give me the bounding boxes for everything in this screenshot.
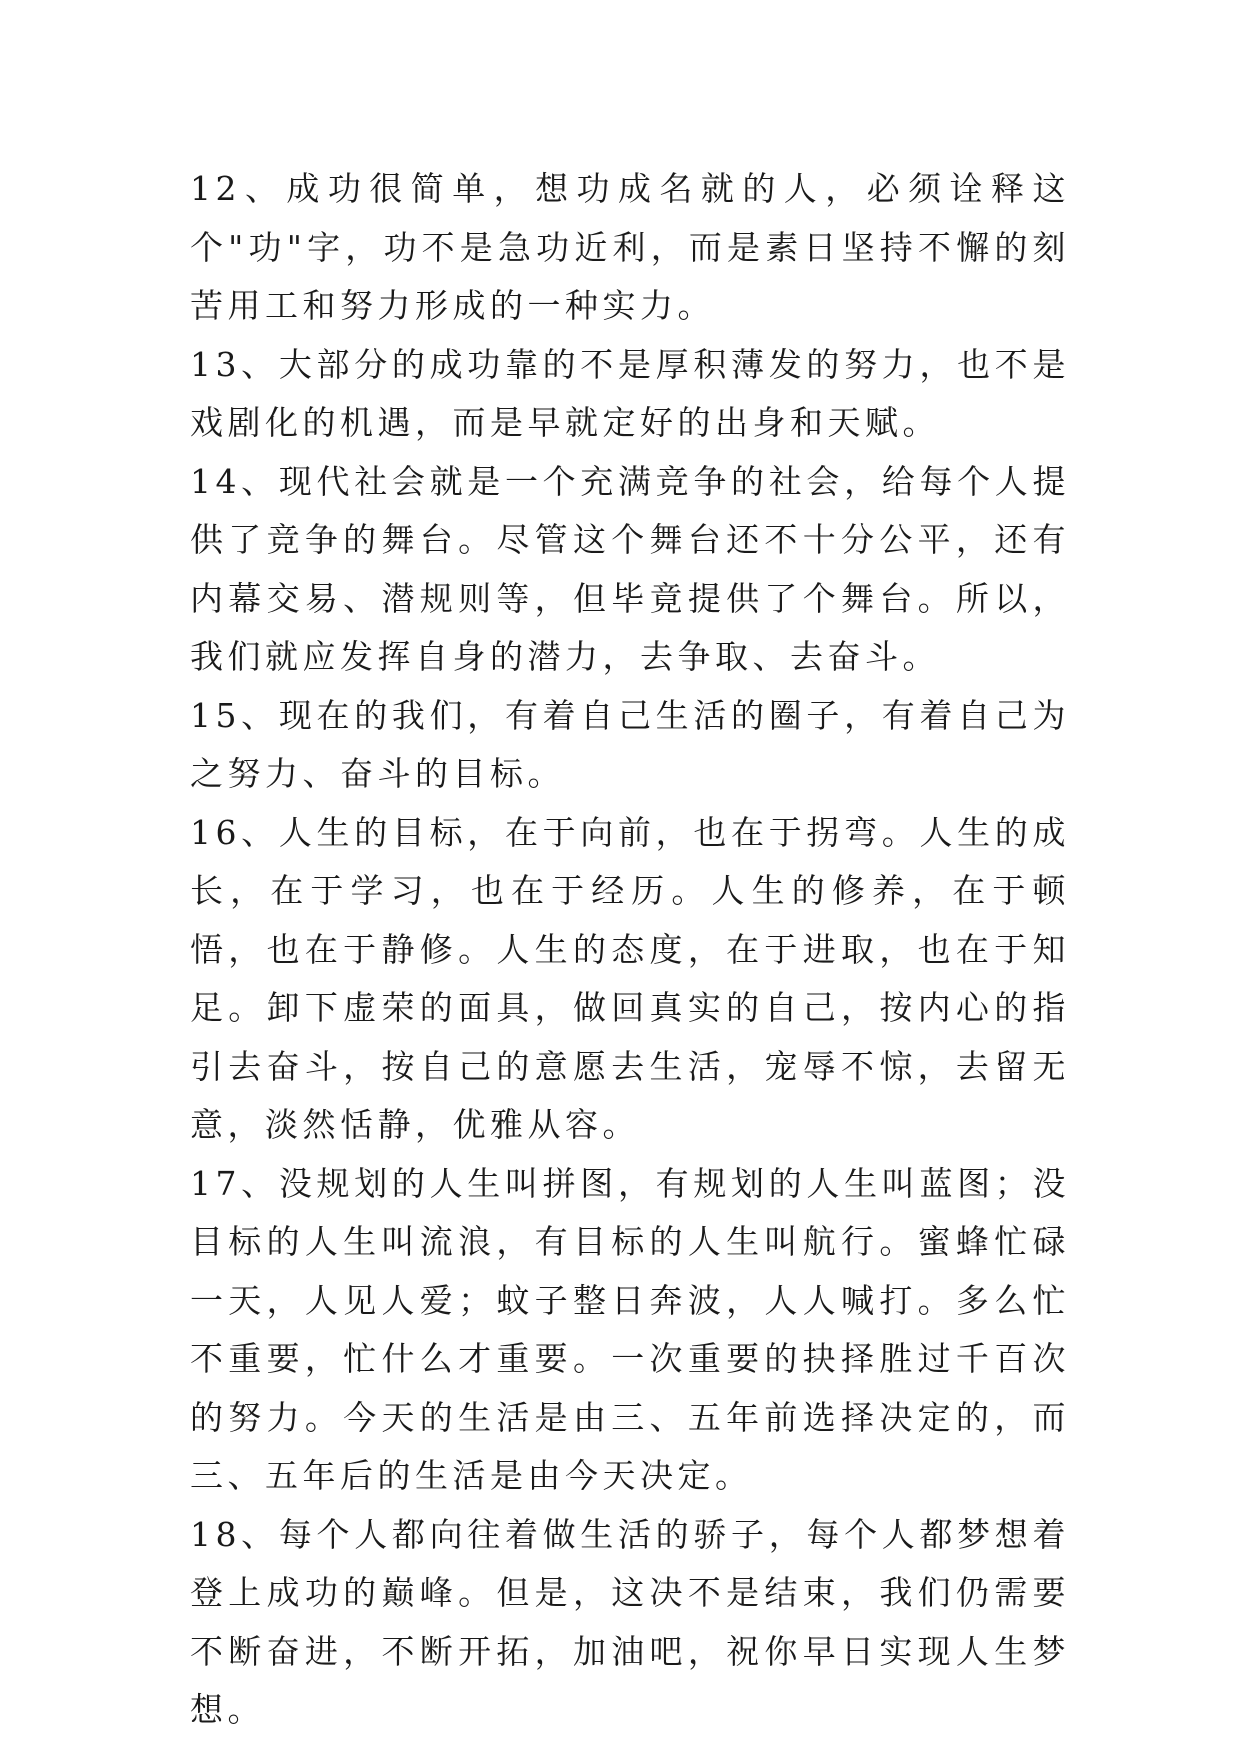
paragraph-13: 13、大部分的成功靠的不是厚积薄发的努力，也不是戏剧化的机遇，而是早就定好的出身和天赋。 bbox=[190, 344, 1070, 442]
paragraph-12: 12、成功很简单，想功成名就的人，必须诠释这个"功"字，功不是急功近利，而是素日坚持不懈的刻苦用工和努力形成的一种实力。 bbox=[190, 169, 1070, 325]
paragraph-17: 17、没规划的人生叫拼图，有规划的人生叫蓝图；没目标的人生叫流浪，有目标的人生叫航行。蜜蜂忙碌一天，人见人爱；蚊子整日奔波，人人喊打。多么忙不重要，忙什么才重要。一次重要的抉择胜过千百次的努力。今天的生活是由三、五年前选择决定的，而三、五年后的生活是由今天决定。 bbox=[190, 1163, 1070, 1495]
paragraph-14: 14、现代社会就是一个充满竞争的社会，给每个人提供了竞争的舞台。尽管这个舞台还不十分公平，还有内幕交易、潜规则等，但毕竟提供了个舞台。所以，我们就应发挥自身的潜力，去争取、去奋斗。 bbox=[190, 461, 1070, 676]
paragraph-16: 16、人生的目标，在于向前，也在于拐弯。人生的成长，在于学习，也在于经历。人生的修养，在于顿悟，也在于静修。人生的态度，在于进取，也在于知足。卸下虚荣的面具，做回真实的自己，按内心的指引去奋斗，按自己的意愿去生活，宠辱不惊，去留无意，淡然恬静，优雅从容。 bbox=[190, 812, 1070, 1144]
document-body bbox=[190, 160, 1070, 1740]
paragraph-15: 15、现在的我们，有着自己生活的圈子，有着自己为之努力、奋斗的目标。 bbox=[190, 695, 1070, 793]
paragraph-18: 18、每个人都向往着做生活的骄子，每个人都梦想着登上成功的巅峰。但是，这决不是结束，我们仍需要不断奋进，不断开拓，加油吧，祝你早日实现人生梦想。 bbox=[190, 1514, 1070, 1729]
